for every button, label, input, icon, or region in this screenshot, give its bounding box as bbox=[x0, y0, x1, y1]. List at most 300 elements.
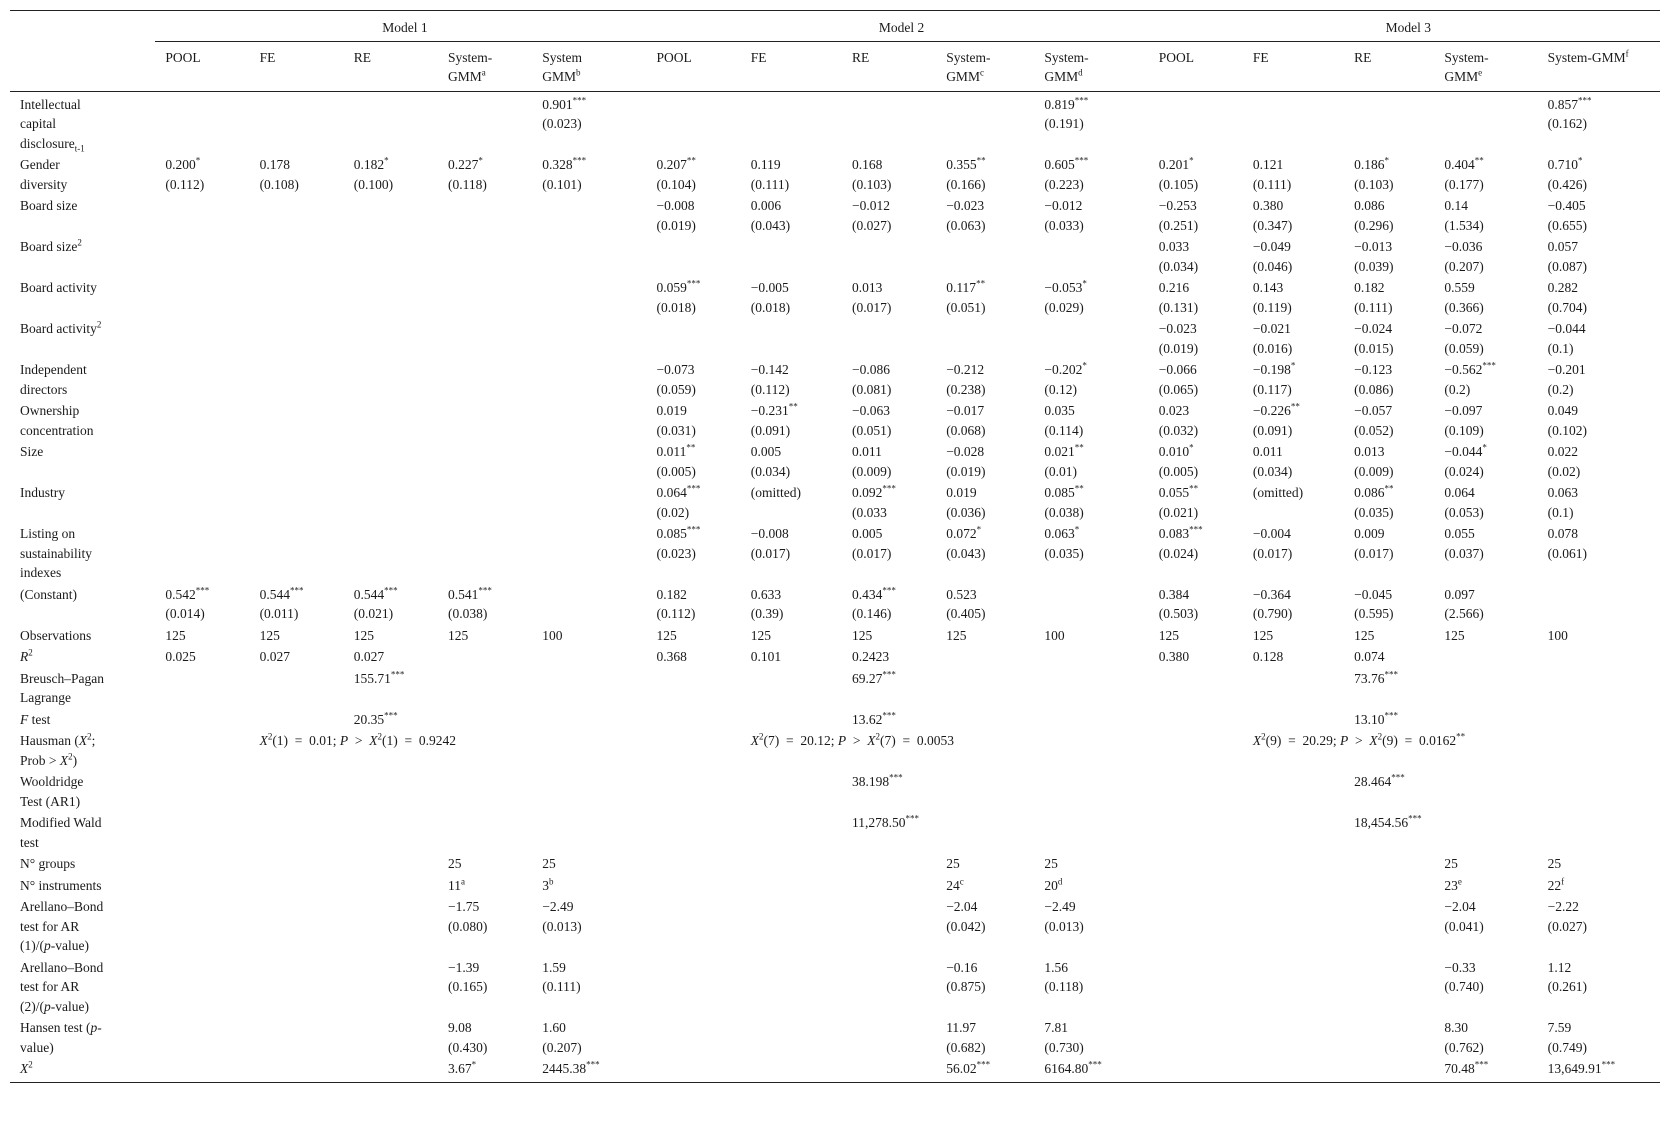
table-cell bbox=[532, 236, 646, 277]
table-cell bbox=[344, 853, 438, 875]
table-cell: −0.097 (0.109) bbox=[1444, 403, 1484, 438]
table-cell: 125 bbox=[165, 627, 186, 643]
table-cell: 0.523 (0.405) bbox=[946, 586, 986, 621]
column-header-8: RE bbox=[842, 41, 936, 91]
table-cell: −0.212 (0.238) bbox=[946, 362, 986, 397]
model-3-header: Model 3 bbox=[1149, 11, 1660, 42]
table-cell: −0.198* (0.117) bbox=[1252, 360, 1296, 397]
table-cell bbox=[1243, 91, 1344, 154]
table-row bbox=[10, 896, 1660, 957]
table-cell: −0.045 (0.595) bbox=[1354, 586, 1394, 621]
column-header-15: System-GMM$^f$ bbox=[1538, 41, 1660, 91]
table-cell bbox=[532, 318, 646, 359]
table-cell: 25 bbox=[946, 856, 960, 871]
table-cell bbox=[155, 277, 249, 318]
row-label: Ownership concentration bbox=[20, 403, 94, 438]
table-cell: 23e bbox=[1444, 876, 1462, 893]
column-header-11: POOL bbox=[1149, 41, 1243, 91]
table-row bbox=[10, 625, 1660, 647]
table-cell: −0.023 (0.019) bbox=[1158, 321, 1199, 356]
column-header-4: System- GMM$^a$ bbox=[438, 41, 532, 91]
table-cell: 25 bbox=[1044, 856, 1058, 871]
table-cell: −2.49 (0.013) bbox=[542, 899, 582, 934]
table-cell: 0.143 (0.119) bbox=[1252, 280, 1292, 315]
table-cell bbox=[1149, 957, 1243, 1018]
table-cell: 0.011 (0.009) bbox=[851, 444, 892, 479]
row-label: Modified Wald test bbox=[20, 815, 102, 850]
model-group-header-row bbox=[10, 11, 1660, 42]
table-cell bbox=[344, 277, 438, 318]
table-cell: 125 bbox=[851, 627, 873, 643]
table-cell bbox=[155, 482, 249, 523]
table-cell bbox=[250, 812, 344, 853]
table-cell: 125 bbox=[1354, 627, 1375, 643]
table-cell bbox=[741, 709, 842, 731]
row-label: Hansen test (p- value) bbox=[20, 1020, 102, 1055]
table-cell: 0.384 (0.503) bbox=[1158, 586, 1199, 621]
table-cell: 0.078 (0.061) bbox=[1547, 526, 1587, 561]
table-cell: 1.56 (0.118) bbox=[1044, 959, 1084, 994]
table-row bbox=[10, 318, 1660, 359]
row-label: Intellectual capital disclosure$_{t-1}$ bbox=[20, 96, 85, 154]
table-cell: 13.10*** bbox=[1354, 710, 1399, 727]
table-cell: 0.010* (0.005) bbox=[1158, 442, 1199, 479]
table-cell bbox=[532, 195, 646, 236]
column-header-1: POOL bbox=[155, 41, 249, 91]
table-cell bbox=[1344, 853, 1434, 875]
table-cell bbox=[741, 1058, 842, 1082]
table-cell: −0.004 (0.017) bbox=[1252, 526, 1293, 561]
table-cell bbox=[250, 1017, 344, 1058]
row-label: Listing on sustainability indexes bbox=[20, 526, 92, 580]
table-cell bbox=[155, 441, 249, 482]
table-cell: 0.328*** (0.101) bbox=[542, 155, 587, 192]
table-cell bbox=[936, 812, 1034, 853]
table-cell: 0.085** (0.038) bbox=[1044, 483, 1084, 520]
table-cell bbox=[936, 771, 1034, 812]
table-cell bbox=[741, 318, 842, 359]
table-cell: 1.12 (0.261) bbox=[1547, 959, 1587, 994]
table-cell bbox=[1538, 646, 1660, 668]
table-cell: 0.178 (0.108) bbox=[259, 157, 299, 192]
table-cell: 0.064*** (0.02) bbox=[656, 483, 701, 520]
table-cell: 0.901*** (0.023) bbox=[542, 95, 587, 131]
table-cell bbox=[1149, 668, 1243, 709]
table-cell bbox=[155, 1058, 249, 1082]
table-cell: 0.605*** (0.223) bbox=[1044, 155, 1089, 192]
table-cell: 125 bbox=[1158, 627, 1179, 643]
table-row bbox=[10, 400, 1660, 441]
row-label: Observations bbox=[20, 627, 92, 643]
table-cell: −0.201 (0.2) bbox=[1547, 362, 1586, 397]
table-cell bbox=[344, 1058, 438, 1082]
table-cell bbox=[1243, 853, 1344, 875]
table-cell: 0.011** (0.005) bbox=[656, 442, 696, 479]
row-label: F test bbox=[20, 711, 51, 727]
table-cell bbox=[532, 771, 646, 812]
table-cell bbox=[741, 91, 842, 154]
table-row bbox=[10, 812, 1660, 853]
table-cell: −1.39 (0.165) bbox=[448, 959, 488, 994]
table-cell: 0.033 (0.034) bbox=[1158, 239, 1199, 274]
table-cell bbox=[1243, 812, 1344, 853]
table-cell: 125 bbox=[1444, 627, 1465, 643]
table-cell: 0.011 (0.034) bbox=[1252, 444, 1293, 479]
table-cell: 0.013 (0.017) bbox=[851, 280, 892, 315]
table-cell bbox=[438, 523, 532, 584]
table-cell: 56.02*** bbox=[936, 1058, 1034, 1082]
table-cell bbox=[1243, 1017, 1344, 1058]
row-label: Board size$^2$ bbox=[20, 237, 82, 254]
table-cell: 0.633 (0.39) bbox=[750, 586, 784, 621]
table-cell bbox=[532, 709, 646, 731]
table-cell bbox=[155, 523, 249, 584]
table-cell bbox=[647, 318, 741, 359]
table-row bbox=[10, 646, 1660, 668]
table-cell: 7.81 (0.730) bbox=[1044, 1020, 1084, 1055]
table-cell: 0.182* (0.100) bbox=[353, 155, 394, 192]
table-cell bbox=[1243, 709, 1344, 731]
table-row bbox=[10, 1058, 1660, 1082]
column-header-14: System- GMM$^e$ bbox=[1434, 41, 1537, 91]
table-cell bbox=[741, 896, 842, 957]
table-row bbox=[10, 482, 1660, 523]
table-cell: −0.123 (0.086) bbox=[1354, 362, 1394, 397]
table-cell bbox=[155, 896, 249, 957]
table-cell bbox=[842, 91, 936, 154]
table-cell: 11$^a$ bbox=[448, 876, 465, 893]
table-cell bbox=[1034, 236, 1148, 277]
table-cell: 0.035 (0.114) bbox=[1044, 403, 1084, 438]
table-cell bbox=[250, 896, 344, 957]
table-cell bbox=[1538, 730, 1660, 771]
table-cell bbox=[438, 400, 532, 441]
table-cell: 2445.38*** bbox=[532, 1058, 646, 1082]
table-cell bbox=[741, 957, 842, 1018]
table-cell: 0.074 bbox=[1354, 649, 1385, 664]
table-cell: 0.117** (0.051) bbox=[946, 278, 986, 315]
table-cell: 7.59 (0.749) bbox=[1547, 1020, 1587, 1055]
table-cell bbox=[155, 875, 249, 897]
row-label: Size bbox=[20, 444, 44, 459]
regression-results-table bbox=[10, 10, 1660, 1083]
table-cell: 0.282 (0.704) bbox=[1547, 280, 1587, 315]
row-label: N° instruments bbox=[20, 877, 102, 893]
table-cell: 100 bbox=[1044, 627, 1065, 643]
table-cell bbox=[1034, 646, 1148, 668]
table-cell bbox=[647, 668, 741, 709]
table-cell bbox=[344, 400, 438, 441]
table-cell: −2.04 (0.042) bbox=[946, 899, 986, 934]
table-cell: 9.08 (0.430) bbox=[448, 1020, 488, 1055]
table-cell bbox=[741, 236, 842, 277]
table-cell: −2.04 (0.041) bbox=[1444, 899, 1484, 934]
table-cell bbox=[1149, 896, 1243, 957]
table-cell bbox=[842, 853, 936, 875]
table-cell bbox=[1344, 896, 1434, 957]
table-cell bbox=[344, 236, 438, 277]
table-cell: −0.012 (0.027) bbox=[851, 198, 892, 233]
table-cell: −0.005 (0.018) bbox=[750, 280, 791, 315]
table-cell bbox=[1149, 771, 1243, 812]
row-label: Board activity bbox=[20, 280, 97, 295]
table-cell: −0.33 (0.740) bbox=[1444, 959, 1484, 994]
table-cell bbox=[155, 709, 249, 731]
table-cell: 0.063* (0.035) bbox=[1044, 524, 1084, 561]
table-cell: −0.008 (0.017) bbox=[750, 526, 791, 561]
table-cell: −0.086 (0.081) bbox=[851, 362, 892, 397]
table-cell: 125 bbox=[946, 627, 967, 643]
table-cell: −1.75 (0.080) bbox=[448, 899, 488, 934]
table-cell bbox=[250, 875, 344, 897]
table-cell bbox=[842, 896, 936, 957]
table-cell: −0.024 (0.015) bbox=[1354, 321, 1394, 356]
table-cell bbox=[155, 195, 249, 236]
row-label: Board activity$^2$ bbox=[20, 319, 102, 336]
table-cell bbox=[647, 730, 741, 771]
column-header-10: System- GMM$^d$ bbox=[1034, 41, 1148, 91]
table-cell bbox=[532, 646, 646, 668]
table-cell bbox=[344, 875, 438, 897]
table-row bbox=[10, 91, 1660, 154]
table-cell: −0.253 (0.251) bbox=[1158, 198, 1199, 233]
column-header-3: RE bbox=[344, 41, 438, 91]
table-cell: 8.30 (0.762) bbox=[1444, 1020, 1484, 1055]
table-cell: −0.008 (0.019) bbox=[656, 198, 696, 233]
table-cell: −0.023 (0.063) bbox=[946, 198, 986, 233]
table-cell: 0.027 bbox=[353, 649, 385, 664]
table-cell bbox=[647, 853, 741, 875]
table-cell: 0.072* (0.043) bbox=[946, 524, 986, 561]
table-cell: 25 bbox=[448, 856, 462, 871]
table-cell: 125 bbox=[1252, 627, 1274, 643]
table-cell: 0.055** (0.021) bbox=[1158, 483, 1199, 520]
table-cell bbox=[250, 195, 344, 236]
table-cell: 0.819*** (0.191) bbox=[1044, 95, 1089, 131]
table-cell bbox=[1034, 668, 1148, 709]
column-header-5: System GMM$^b$ bbox=[532, 41, 646, 91]
table-cell: 0.182 (0.111) bbox=[1354, 280, 1393, 315]
table-cell bbox=[532, 584, 646, 625]
row-label: $X^2$ bbox=[10, 1058, 155, 1082]
table-cell bbox=[155, 668, 249, 709]
table-cell: 0.027 bbox=[259, 649, 290, 664]
table-cell: −0.562*** (0.2) bbox=[1444, 360, 1496, 397]
table-cell: $X^2(7) = 20.12$; $P > X^2(7) = 0.0053$ bbox=[750, 731, 954, 748]
row-label: Arellano–Bond test for AR (2)/(p-value) bbox=[20, 959, 104, 1014]
table-cell: 0.086 (0.296) bbox=[1354, 198, 1394, 233]
table-cell: 125 bbox=[750, 627, 771, 643]
estimator-header-row bbox=[10, 41, 1660, 91]
table-row bbox=[10, 236, 1660, 277]
table-cell bbox=[344, 771, 438, 812]
table-cell: −0.063 (0.051) bbox=[851, 403, 892, 438]
table-cell: 0.097 (2.566) bbox=[1444, 586, 1484, 621]
table-cell: 0.710* (0.426) bbox=[1547, 155, 1587, 192]
table-cell: −0.202* (0.12) bbox=[1044, 360, 1087, 397]
stub-subheader bbox=[10, 41, 155, 91]
model-2-header: Model 2 bbox=[647, 11, 1149, 42]
table-row bbox=[10, 668, 1660, 709]
table-cell bbox=[647, 709, 741, 731]
table-cell: 125 bbox=[259, 627, 280, 643]
table-cell: 0.857*** (0.162) bbox=[1547, 95, 1592, 131]
table-cell bbox=[1538, 812, 1660, 853]
table-cell bbox=[155, 318, 249, 359]
table-cell: 0.121 (0.111) bbox=[1252, 157, 1292, 192]
table-cell: 0.005 (0.017) bbox=[851, 526, 892, 561]
table-cell: 20.35*** bbox=[353, 710, 398, 727]
table-cell: −0.017 (0.068) bbox=[946, 403, 986, 438]
table-cell: 0.559 (0.366) bbox=[1444, 280, 1484, 315]
table-cell: 25 bbox=[542, 856, 556, 871]
table-cell bbox=[438, 359, 532, 400]
table-cell: 0.168 (0.103) bbox=[851, 157, 892, 192]
table-cell: −0.405 (0.655) bbox=[1547, 198, 1587, 233]
table-cell: 0.541*** (0.038) bbox=[448, 585, 492, 621]
table-row bbox=[10, 853, 1660, 875]
table-body bbox=[10, 91, 1660, 1082]
table-cell bbox=[1538, 668, 1660, 709]
table-cell: 0.542*** (0.014) bbox=[165, 585, 210, 621]
table-cell bbox=[155, 957, 249, 1018]
table-cell: (omitted) bbox=[750, 485, 801, 500]
table-cell bbox=[741, 875, 842, 897]
table-cell bbox=[1149, 875, 1243, 897]
table-cell: −0.021 (0.016) bbox=[1252, 321, 1293, 356]
table-cell bbox=[1243, 1058, 1344, 1082]
table-cell bbox=[438, 195, 532, 236]
table-cell bbox=[647, 1058, 741, 1082]
table-cell bbox=[647, 812, 741, 853]
regression-table-container bbox=[10, 10, 1660, 1083]
table-cell bbox=[344, 441, 438, 482]
table-cell: 0.201* (0.105) bbox=[1158, 155, 1199, 192]
row-label: Board size bbox=[20, 198, 78, 213]
table-cell bbox=[1034, 730, 1148, 771]
table-cell bbox=[1034, 318, 1148, 359]
table-cell bbox=[438, 236, 532, 277]
table-cell bbox=[250, 523, 344, 584]
table-cell bbox=[1034, 584, 1148, 625]
table-cell: 0.013 (0.009) bbox=[1354, 444, 1394, 479]
table-cell: 125 bbox=[448, 627, 469, 643]
table-cell: 69.27*** bbox=[851, 669, 896, 686]
table-row bbox=[10, 584, 1660, 625]
table-row bbox=[10, 154, 1660, 195]
table-cell: 0.2423 bbox=[851, 649, 890, 664]
table-cell bbox=[155, 812, 249, 853]
table-cell bbox=[155, 1017, 249, 1058]
table-cell bbox=[1344, 957, 1434, 1018]
table-cell: −2.22 (0.027) bbox=[1547, 899, 1587, 934]
table-cell bbox=[1434, 646, 1537, 668]
table-cell bbox=[842, 318, 936, 359]
table-cell: 0.021** (0.01) bbox=[1044, 442, 1084, 479]
table-cell bbox=[155, 359, 249, 400]
table-cell bbox=[532, 400, 646, 441]
table-cell: 0.083*** (0.024) bbox=[1158, 524, 1203, 561]
table-cell: 25 bbox=[1547, 856, 1562, 871]
table-cell bbox=[936, 91, 1034, 154]
table-cell: −2.49 (0.013) bbox=[1044, 899, 1084, 934]
table-cell bbox=[344, 957, 438, 1018]
table-cell bbox=[741, 771, 842, 812]
row-label: Industry bbox=[20, 485, 65, 500]
table-cell: 0.434*** (0.146) bbox=[851, 585, 896, 621]
table-cell bbox=[438, 646, 532, 668]
table-cell: 0.049 (0.102) bbox=[1547, 403, 1587, 438]
table-cell bbox=[438, 482, 532, 523]
table-cell bbox=[936, 646, 1034, 668]
table-cell bbox=[1034, 812, 1148, 853]
table-cell bbox=[344, 195, 438, 236]
table-cell bbox=[842, 957, 936, 1018]
table-cell bbox=[1149, 730, 1243, 771]
table-cell: $X^2(1) = 0.01$; $P > X^2(1) = 0.9242$ bbox=[259, 731, 457, 748]
table-cell: 20$^d$ bbox=[1044, 876, 1063, 893]
table-cell bbox=[532, 730, 646, 771]
stub-header bbox=[10, 11, 155, 42]
row-label: Wooldridge Test (AR1) bbox=[20, 774, 84, 809]
table-cell: 22$^f$ bbox=[1547, 876, 1565, 893]
table-cell: −0.142 (0.112) bbox=[750, 362, 790, 397]
table-cell: −0.057 (0.052) bbox=[1354, 403, 1394, 438]
table-cell: 0.005 (0.034) bbox=[750, 444, 791, 479]
table-cell bbox=[1149, 709, 1243, 731]
table-cell: 13.62*** bbox=[851, 710, 896, 727]
table-cell bbox=[438, 91, 532, 154]
table-cell: 0.009 (0.017) bbox=[1354, 526, 1394, 561]
table-cell: 0.064 (0.053) bbox=[1444, 485, 1484, 520]
table-cell: 0.355** (0.166) bbox=[946, 155, 986, 192]
table-cell bbox=[250, 853, 344, 875]
table-cell: 0.023 (0.032) bbox=[1158, 403, 1199, 438]
table-cell: 6164.80*** bbox=[1034, 1058, 1148, 1082]
table-cell bbox=[344, 359, 438, 400]
table-cell bbox=[1243, 957, 1344, 1018]
table-cell bbox=[344, 896, 438, 957]
table-cell bbox=[532, 668, 646, 709]
table-cell bbox=[438, 668, 532, 709]
table-cell: 0.544*** (0.011) bbox=[259, 585, 304, 621]
column-header-2: FE bbox=[250, 41, 344, 91]
table-cell bbox=[250, 709, 344, 731]
table-cell bbox=[344, 482, 438, 523]
table-cell bbox=[1344, 91, 1434, 154]
row-label: Independent directors bbox=[20, 362, 87, 397]
table-cell: 11,278.50*** bbox=[851, 813, 919, 830]
table-cell bbox=[438, 318, 532, 359]
table-cell bbox=[842, 1017, 936, 1058]
table-cell bbox=[1538, 771, 1660, 812]
table-cell bbox=[438, 277, 532, 318]
table-cell: −0.364 (0.790) bbox=[1252, 586, 1293, 621]
table-cell: 0.182 (0.112) bbox=[656, 586, 696, 621]
column-header-7: FE bbox=[741, 41, 842, 91]
table-row bbox=[10, 709, 1660, 731]
table-cell bbox=[1538, 709, 1660, 731]
table-cell: −0.072 (0.059) bbox=[1444, 321, 1484, 356]
table-row bbox=[10, 441, 1660, 482]
table-cell bbox=[647, 1017, 741, 1058]
table-cell bbox=[250, 771, 344, 812]
table-cell: 0.101 bbox=[750, 649, 782, 664]
table-cell bbox=[647, 91, 741, 154]
table-cell bbox=[155, 91, 249, 154]
table-cell: 155.71*** bbox=[353, 669, 405, 686]
table-cell bbox=[1149, 1058, 1243, 1082]
